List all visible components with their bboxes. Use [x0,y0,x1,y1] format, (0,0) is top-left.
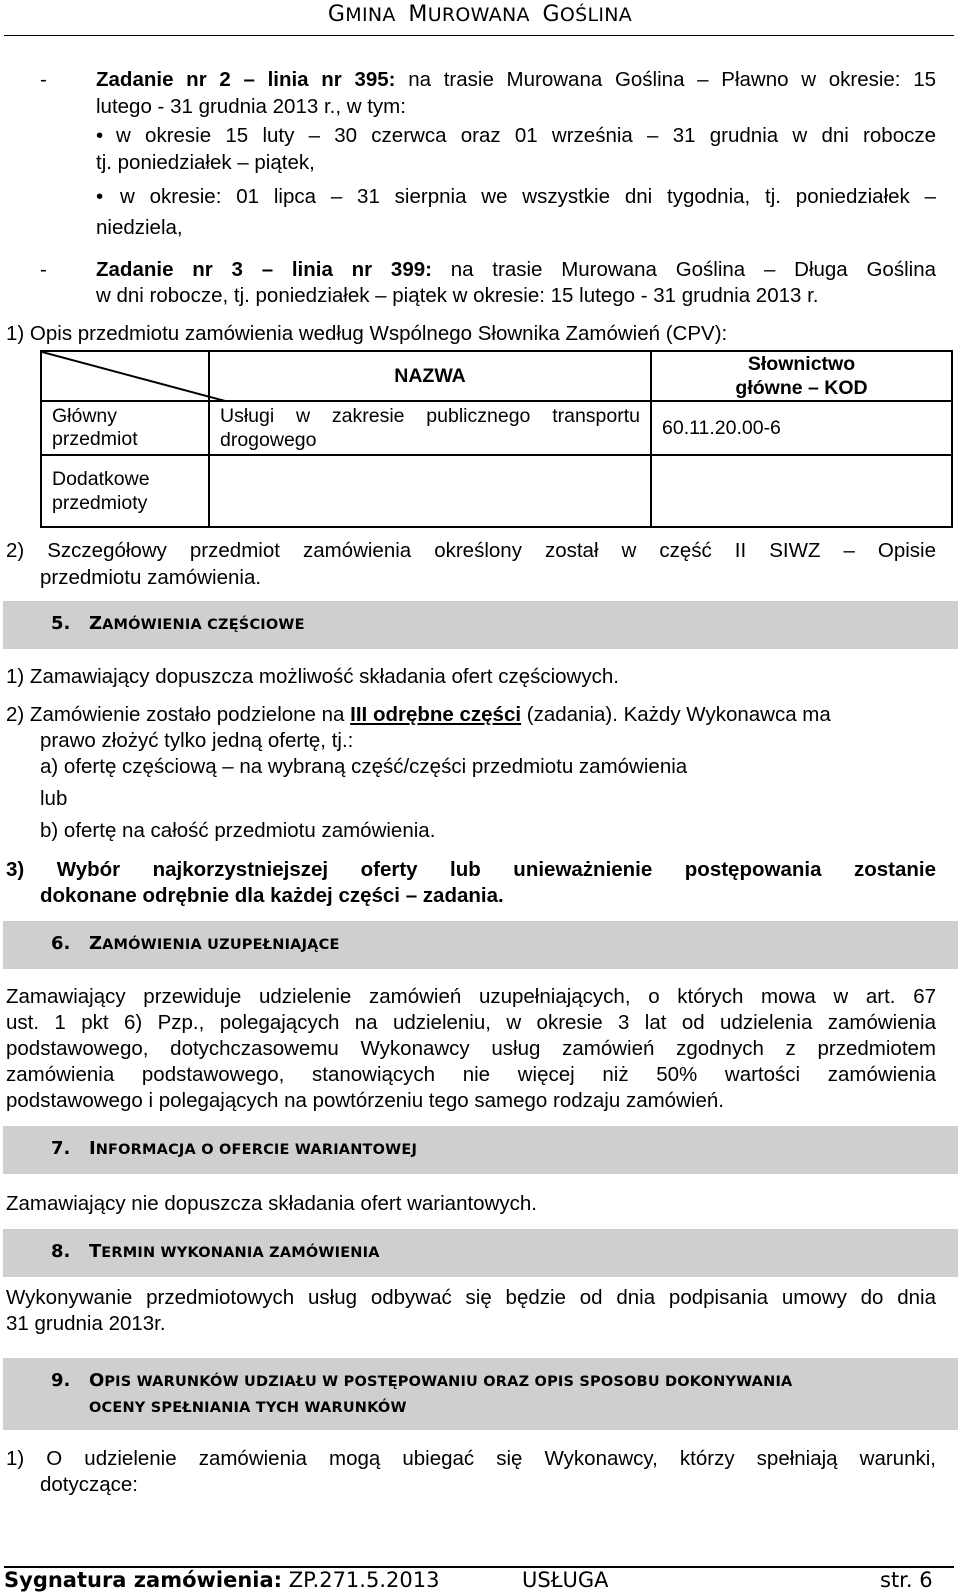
sec5-option-a: a) ofertę częściową – na wybraną część/części przedmiotu zamówienia [40,755,688,778]
sec6-line1: Zamawiający przewiduje udzielenie zamówień uzupełniających, o których mowa w art. 67 [6,985,936,1008]
sec7-text: Zamawiający nie dopuszcza składania ofert wariantowych. [6,1192,537,1215]
table-corner-cell [41,351,209,401]
bullet-icon: • [96,185,104,208]
section-6-heading: 6. ZAMÓWIENIA UZUPEŁNIAJĄCE [3,921,958,969]
sec6-line5: podstawowego i polegających na powtórzeniu tego samego rodzaju zamówień. [6,1089,724,1112]
extra-subject-label: Dodatkowe przedmioty [41,455,209,527]
bullet2-line2: niedziela, [96,216,183,239]
header-word-1: GMINA [327,2,396,27]
sec5-p1: 1) Zamawiający dopuszcza możliwość składania ofert częściowych. [6,665,619,688]
sec6-line4: zamówienia podstawowego, stanowiących nie więcej niż 50% wartości zamówienia [6,1063,936,1086]
sec9-line2: dotyczące: [40,1473,138,1496]
sec6-line2: ust. 1 pkt 6) Pzp., polegających na udzieleniu, w okresie 3 lat od udzielenia zamówienia [6,1011,936,1034]
main-subject-code: 60.11.20.00-6 [651,401,952,455]
header-word-3: GOŚLINA [542,2,633,27]
col-header-name: NAZWA [209,351,651,401]
bullet2-line1: w okresie: 01 lipca – 31 sierpnia we wszystkie dni tygodnia, tj. poniedziałek – [120,185,936,208]
zad3-line2: w dni robocze, tj. poniedziałek – piątek w okresie: 15 lutego - 31 grudnia 2013 r. [96,284,819,307]
sec5-p3-line2: dokonane odrębnie dla każdej części – zadania. [40,884,504,907]
zad3-dash: - [40,258,47,281]
zad2-line2: lutego - 31 grudnia 2013 r., w tym: [96,95,406,118]
zad2-line1: Zadanie nr 2 – linia nr 395: na trasie Murowana Goślina – Pławno w okresie: 15 [96,68,936,91]
bullet-icon: • [96,124,104,147]
page-header [0,2,960,27]
sec8-line1: Wykonywanie przedmiotowych usług odbywać się będzie od dnia podpisania umowy do dnia [6,1286,936,1309]
main-subject-label: Główny przedmiot [41,401,209,455]
sec5-p2-line1: 2) Zamówienie zostało podzielone na III odrębne części (zadania). Każdy Wykonawca ma [6,703,831,726]
bullet1-line1: w okresie 15 luty – 30 czerwca oraz 01 września – 31 grudnia w dni robocze [116,124,936,147]
col-header-code: Słownictwo główne – KOD [651,351,952,401]
cpv-table [40,350,953,528]
footer-page-number: str. 6 [880,1568,933,1592]
main-subject-name: Usługi w zakresie publicznego transportu drogowego [209,401,651,455]
sec8-line2: 31 grudnia 2013r. [6,1312,166,1335]
section-9-heading: 9. OPIS WARUNKÓW UDZIAŁU W POSTĘPOWANIU ORAZ OPIS SPOSOBU DOKONYWANIA OCENY SPEŁNIANIA TYCH WARUNKÓW [3,1358,958,1430]
section-5-heading: 5. ZAMÓWIENIA CZĘŚCIOWE [3,601,958,649]
footer-signature: Sygnatura zamówienia: ZP.271.5.2013 [4,1568,440,1592]
section-7-heading: 7. INFORMACJA O OFERCIE WARIANTOWEJ [3,1126,958,1174]
sec5-option-b: b) ofertę na całość przedmiotu zamówienia. [40,819,436,842]
bullet1-line2: tj. poniedziałek – piątek, [96,151,315,174]
cpv-intro: 1) Opis przedmiotu zamówienia według Wspólnego Słownika Zamówień (CPV): [6,322,728,345]
sec5-p2-line2: prawo złożyć tylko jedną ofertę, tj.: [40,729,354,752]
header-word-2: MUROWANA [408,2,530,27]
sec6-line3: podstawowego, dotychczasowemu Wykonawcy usług zamówień zgodnych z przedmiotem [6,1037,936,1060]
item2-line2: przedmiotu zamówienia. [40,566,262,589]
diagonal-line [42,352,229,402]
section-8-heading: 8. TERMIN WYKONANIA ZAMÓWIENIA [3,1229,958,1277]
header-rule [4,35,954,36]
zad3-line1: Zadanie nr 3 – linia nr 399: na trasie Murowana Goślina – Długa Goślina [96,258,936,281]
extra-subject-name [209,455,651,527]
footer-type: USŁUGA [522,1568,609,1592]
sec9-line1: 1) O udzielenie zamówienia mogą ubiegać się Wykonawcy, którzy spełniają warunki, [6,1447,936,1470]
sec5-p3-line1: 3) Wybór najkorzystniejszej oferty lub unieważnienie postępowania zostanie [6,858,936,881]
zad2-dash: - [40,68,47,91]
item2-line1: 2) Szczegółowy przedmiot zamówienia określony został w część II SIWZ – Opisie [6,539,936,562]
extra-subject-code [651,455,952,527]
sec5-or: lub [40,787,68,810]
